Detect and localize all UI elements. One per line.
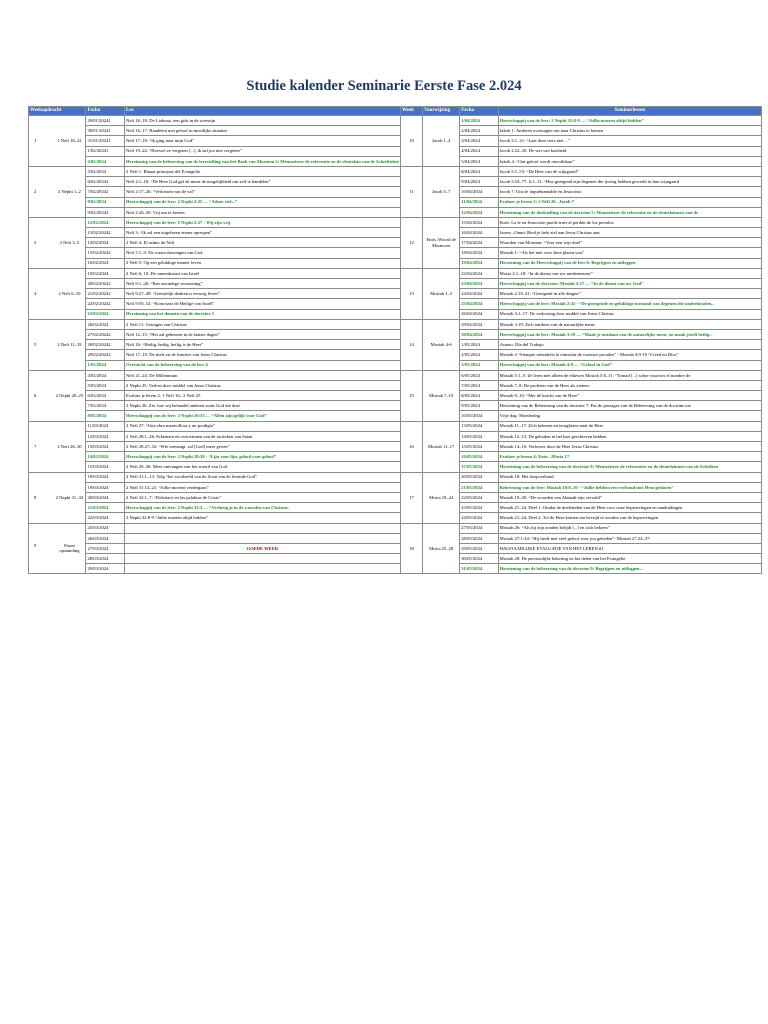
lesson-cell: 2 Nephi 25: Verlost door middel van Jezus Christus bbox=[125, 380, 401, 390]
lesson-cell: Nefi 2:1–16: “De Heer God gaf de mens de mogelijkheid om zelf te handelen” bbox=[125, 177, 401, 187]
lesson-cell: Heerschappij van de leer: 2 Nephi 28:30 - “Lijn voor lijn, gebod voor gebod” bbox=[125, 452, 401, 462]
table-row bbox=[29, 116, 762, 126]
date-cell: 10/05/2024 bbox=[460, 411, 498, 421]
date-cell: 14/02/2024 bbox=[86, 238, 125, 248]
seminar-lesson-cell: Vrije dag: Moederdag bbox=[498, 411, 761, 421]
lesson-cell: 2 Nefi 28:27–32: “Wie ontvangt, zal [God] meer geven” bbox=[125, 442, 401, 452]
lesson-cell: 2 Nefi 29–30: Meer ontvangen van het woord van God bbox=[125, 462, 401, 472]
date-cell: 16/04/2024 bbox=[460, 228, 498, 238]
date-cell: 20/05/2024 bbox=[460, 472, 498, 482]
seminar-lesson-cell: Jacob 5:1–53: “De Heer van de wijngaard” bbox=[498, 166, 761, 176]
right-week-reference: Mosiah 1–3 bbox=[423, 268, 460, 319]
lesson-cell: Nefi 2:26–30: Vrij om te kiezen bbox=[125, 207, 401, 217]
date-cell: 1/02/20241 bbox=[86, 146, 125, 156]
right-week-number: 16 bbox=[400, 421, 422, 472]
seminar-lesson-cell: Evaluer je lerem 3: 2 Nefi 26 –Jacob 7 bbox=[498, 197, 761, 207]
date-cell: 29/03/2024 bbox=[86, 564, 125, 574]
date-cell: 4/04/2024 bbox=[460, 146, 498, 156]
seminar-lesson-cell: Mosiah 12–13: De geboden in het hart geschreven hebben bbox=[498, 431, 761, 441]
lesson-cell: Nefi 2:17–26: “Verlossen van de val” bbox=[125, 187, 401, 197]
date-cell: 23/04/2024 bbox=[460, 279, 498, 289]
week-number: 6 bbox=[34, 392, 37, 398]
lesson-cell: 2 Nefi 4: El salmo de Nefi bbox=[125, 238, 401, 248]
lesson-cell: Nefi 17–18: “Ik ging naar mijn God” bbox=[125, 136, 401, 146]
date-cell: 26/04/2024 bbox=[460, 309, 498, 319]
date-cell: 30/01/20241 bbox=[86, 126, 125, 136]
lesson-cell: Herziening van de beheersing van de leerstelling van het Boek van Mormon 2: Memoriseer de referentie en de sleutelzin van de Schrifttekst bbox=[125, 156, 401, 166]
date-cell: 12/04/2024 bbox=[460, 207, 498, 217]
date-cell: 17/05/2024 bbox=[460, 462, 498, 472]
right-week-reference: Mosiah 7–10 bbox=[423, 370, 460, 421]
date-cell: 21/03/2024 bbox=[86, 503, 125, 513]
header-cell: Fecha bbox=[86, 107, 125, 116]
date-cell: 6/05/2024 bbox=[460, 370, 498, 380]
seminar-lesson-cell: Beheersing van de leer: Mosiah 18:8–10 - “Jullie hebben een verbond met Hem gesloten” bbox=[498, 482, 761, 492]
date-cell: 11/03/2024 bbox=[86, 421, 125, 431]
lesson-cell: 2 Nefi 1: Blaaar principus del Evangelio bbox=[125, 166, 401, 176]
right-week-number: 15 bbox=[400, 370, 422, 421]
table-row bbox=[29, 248, 762, 258]
left-week-cell bbox=[29, 217, 86, 268]
date-cell: 5/02/2024 bbox=[86, 166, 125, 176]
date-cell: 25/03/2024 bbox=[86, 523, 125, 533]
lesson-cell: 2 Nephi 32:8-9 “Jullie moeten altijd bidden” bbox=[125, 513, 401, 523]
lesson-cell: 2 Nephi 26: Zie, hoe wij behandel anderen zoals God dat doet bbox=[125, 401, 401, 411]
seminar-lesson-cell: Heerschappij van de leer: 2 Nephi 32:8-9 — “Jullie moeten altijd bidden” bbox=[498, 116, 761, 126]
week-number: 2 bbox=[34, 189, 37, 195]
date-cell: 3/05/2024 bbox=[460, 360, 498, 370]
date-cell: 28/05/2024 bbox=[460, 533, 498, 543]
date-cell: 1/03/2024 bbox=[86, 360, 125, 370]
date-cell: 27/05/2024 bbox=[460, 523, 498, 533]
table-row bbox=[29, 370, 762, 380]
date-cell: 7/03/2024 bbox=[86, 401, 125, 411]
date-cell: 2/04/2024 bbox=[460, 126, 498, 136]
date-cell: 28/03/2024 bbox=[86, 554, 125, 564]
seminar-lesson-cell: Mosia 2:1–18: “In de dienst van uw medemensen” bbox=[498, 268, 761, 278]
lesson-cell: Nefi 21–24: De Millennium bbox=[125, 370, 401, 380]
date-cell: 6/03/2024 bbox=[86, 391, 125, 401]
seminar-lesson-cell: Asueto: Día del Trabajo bbox=[498, 340, 761, 350]
header-cell: Fecha bbox=[460, 107, 498, 116]
table-row bbox=[29, 136, 762, 146]
table-row bbox=[29, 503, 762, 513]
date-cell: 13/03/2024 bbox=[86, 442, 125, 452]
seminar-lesson-cell: Mosiah 27:1-24: “Hij heeft met veel geloof voor jou gebeden”- Mosiah 27:24–37: bbox=[498, 533, 761, 543]
lesson-cell: Nefi 16–18: De Liahona, een gids in de woestijn bbox=[125, 116, 401, 126]
date-cell: 20/03/2024 bbox=[86, 492, 125, 502]
table-row bbox=[29, 462, 762, 472]
seminar-lesson-cell: Mosiah 21–24, Deel 1: Omdat de doeleinden van de Heer voor onze beproevingen en aanduidingen bbox=[498, 503, 761, 513]
left-week-cell bbox=[29, 319, 86, 370]
table-header-row bbox=[29, 107, 762, 116]
date-cell: 27/03/2024 bbox=[86, 543, 125, 553]
seminar-lesson-cell: Herziening van de Heerschappij van de leer 6: Begrijpen en uitleggen bbox=[498, 258, 761, 268]
table-row bbox=[29, 513, 762, 523]
right-week-number: 14 bbox=[400, 319, 422, 370]
date-cell: 21/05/2024 bbox=[460, 482, 498, 492]
date-cell: 24/04/2024 bbox=[460, 289, 498, 299]
table-row bbox=[29, 492, 762, 502]
table-row bbox=[29, 319, 762, 329]
seminar-lesson-cell: Mosiah 9–10: “Met de kracht van de Heer” bbox=[498, 391, 761, 401]
date-cell: 15/04/2024 bbox=[460, 217, 498, 227]
seminar-lesson-cell: Mosiah 26: “Als hij zijn zonden belijdt [...] en zich bekeert” bbox=[498, 523, 761, 533]
seminar-lesson-cell: Heerschappij van de leer: Mosiah 2:41 - “De gezegende en gelukkige toestand van degenen die onderhouden... bbox=[498, 299, 761, 309]
seminar-lesson-cell: Mosiah 14–16: Verlosser door de Heer Jezus Christus bbox=[498, 442, 761, 452]
seminar-lesson-cell: Jarom –Omni: Bied je hele ziel aan Jezus Christus aan bbox=[498, 228, 761, 238]
week-number: 8 bbox=[34, 494, 37, 500]
date-cell: 21/02/20242 bbox=[86, 289, 125, 299]
left-week-cell bbox=[29, 370, 86, 421]
header-cell: Les bbox=[125, 107, 401, 116]
seminar-lesson-cell: HALFJAARLIJKE EVALUATIE VAN HET LEREN #1 bbox=[498, 543, 761, 553]
lesson-cell bbox=[125, 554, 401, 564]
table-row bbox=[29, 228, 762, 238]
seminar-lesson-cell: Herziening van de doelstelling van de doctrine 5: Memoriseer de referentie en de sleutelzinnen van de bbox=[498, 207, 761, 217]
date-cell: 20/02/20242 bbox=[86, 279, 125, 289]
date-cell: 12/02/2024 bbox=[86, 217, 125, 227]
lesson-cell: 2 Nefi 6; 10: De samenkomst van Israël bbox=[125, 268, 401, 278]
date-cell: 3/04/2024 bbox=[460, 136, 498, 146]
table-row bbox=[29, 431, 762, 441]
date-cell: 26/02/2024 bbox=[86, 319, 125, 329]
date-cell: 30/04/2024 bbox=[460, 329, 498, 339]
seminar-lesson-cell: Mosiah 3:19: Zich ontdoen van de natuurlijke mens bbox=[498, 319, 761, 329]
seminar-lesson-cell: Mosiah 3:1–17: De verlossing door middel van Jezus Christus bbox=[498, 309, 761, 319]
seminar-lesson-cell: Heerschappij van de doctrine: Mosiah 2:17 — “In de dienst van uw God” bbox=[498, 279, 761, 289]
date-cell: 8/03/2024 bbox=[86, 411, 125, 421]
date-cell: 19/03/2024 bbox=[86, 482, 125, 492]
date-cell: 29/05/2024 bbox=[460, 543, 498, 553]
date-cell: 28/02/20242 bbox=[86, 340, 125, 350]
lesson-cell: Nefi 12–15: “Het zal gebeuren in de laatste dagen” bbox=[125, 329, 401, 339]
seminar-lesson-cell: Mosiah 11–17: Zich bekeren en terugkeren naar de Heer bbox=[498, 421, 761, 431]
date-cell: 22/02/20242 bbox=[86, 299, 125, 309]
date-cell: 9/04/2024 bbox=[460, 177, 498, 187]
table-row bbox=[29, 197, 762, 207]
table-row bbox=[29, 543, 762, 553]
lesson-cell: 2 Nefi 31:1–13: Volg “het voorbeeld van de Zoon van de levende God” bbox=[125, 472, 401, 482]
seminar-lesson-cell: Mosiah 5:1–5: Ze leren niet alleen de elitewet Mosiah 5:6–11: “Tomad [...] sobre vosotros el nombre de bbox=[498, 370, 761, 380]
week-number: 5 bbox=[34, 341, 37, 347]
date-cell: 19/04/2024 bbox=[460, 258, 498, 268]
header-cell: Week bbox=[400, 107, 422, 116]
date-cell: 22/04/2024 bbox=[460, 268, 498, 278]
week-reference: Pasen opstanding bbox=[59, 542, 80, 554]
right-week-number: 12 bbox=[400, 217, 422, 268]
table-row bbox=[29, 126, 762, 136]
lesson-cell bbox=[125, 564, 401, 574]
left-week-cell bbox=[29, 421, 86, 472]
date-cell: 23/05/2024 bbox=[460, 503, 498, 513]
table-row bbox=[29, 177, 762, 187]
seminar-lesson-cell: Jacob 2:22–35: De wet van kuisheid bbox=[498, 146, 761, 156]
date-cell: 7/02/20242 bbox=[86, 187, 125, 197]
date-cell: 13/05/2024 bbox=[460, 421, 498, 431]
table-row bbox=[29, 533, 762, 543]
left-week-cell bbox=[29, 268, 86, 319]
date-cell: 16/02/2024 bbox=[86, 258, 125, 268]
date-cell: 22/03/2024 bbox=[86, 513, 125, 523]
date-cell: 18/04/2024 bbox=[460, 248, 498, 258]
seminar-lesson-cell: Mosiah 1: “Als het niet voor deze platen was” bbox=[498, 248, 761, 258]
table-row bbox=[29, 564, 762, 574]
date-cell: 15/05/2024 bbox=[460, 442, 498, 452]
study-calendar-table bbox=[28, 106, 762, 574]
lesson-cell: 2 Nefi 27: “Una obra maravillosa y un prodigio” bbox=[125, 421, 401, 431]
lesson-cell: Nefi 3: “Ik zal een uitgelezen ziener oprespen” bbox=[125, 228, 401, 238]
lesson-cell: Nefi 16–17: Handelen met geloof in moeilijke situaties bbox=[125, 126, 401, 136]
seminar-lesson-cell: Jakob 4: “Ons geloof wordt onwrikbaar” bbox=[498, 156, 761, 166]
table-row bbox=[29, 268, 762, 278]
date-cell: 13/02/20242 bbox=[86, 228, 125, 238]
date-cell: 6/02/20242 bbox=[86, 177, 125, 187]
table-row bbox=[29, 146, 762, 156]
right-week-reference: Enós–Woord de Mormoon bbox=[423, 217, 460, 268]
date-cell: 15/03/2024 bbox=[86, 462, 125, 472]
seminar-lesson-cell: Heerschappij van de leer: Mosiah 3:19 — “Maak je ontdaan van de natuurlijke mens, en maak jezelf heilig... bbox=[498, 329, 761, 339]
seminar-lesson-cell: Mosiah 18: Het doopverbond bbox=[498, 472, 761, 482]
date-cell: 2/05/2024 bbox=[460, 350, 498, 360]
lesson-cell bbox=[125, 533, 401, 543]
date-cell: 5/03/2024 bbox=[86, 380, 125, 390]
seminar-lesson-cell: Herziening van de beheersing van de doctrine 8: Memoriseer de referenties en de sleutelzinnen van de Schriften bbox=[498, 462, 761, 472]
week-number: 4 bbox=[34, 291, 37, 297]
week-reference: 2 Nephi 20–25 bbox=[55, 392, 84, 398]
lesson-cell: 2 Nefi 32:1–7: “Deleitaos en las palabras de Cristo” bbox=[125, 492, 401, 502]
seminar-lesson-cell: Jacob 5:54–77; 6:1–13: “Hoe gezegend zijn degenen die ijverig hebben gewerkt in hun wijngaard bbox=[498, 177, 761, 187]
right-week-reference: Jacob 1–4 bbox=[423, 116, 460, 167]
date-cell: 26/03/2024 bbox=[86, 533, 125, 543]
right-week-number: 17 bbox=[400, 472, 422, 523]
lesson-cell: Nefi 9:27–49: “Geestelijk denken is eeuwig leven” bbox=[125, 289, 401, 299]
table-row bbox=[29, 421, 762, 431]
week-number: 1 bbox=[34, 138, 37, 144]
week-number: 9 bbox=[34, 542, 37, 548]
lesson-cell bbox=[125, 523, 401, 533]
lesson-cell: Overzicht van de beheersing van de leer 4 bbox=[125, 360, 401, 370]
date-cell: 29/01/20241 bbox=[86, 116, 125, 126]
page-title: Studie kalender Seminarie Eerste Fase 2.024 bbox=[246, 78, 522, 94]
table-row bbox=[29, 156, 762, 166]
date-cell: 8/02/2024 bbox=[86, 197, 125, 207]
table-row bbox=[29, 452, 762, 462]
lesson-cell: 2 Nefi 11: Getuigen van Christus bbox=[125, 319, 401, 329]
seminar-lesson-cell: Herziening van de Beheersing van de doctrine 7: Pas de passages van de Beheersing van de doctrine toe bbox=[498, 401, 761, 411]
seminar-lesson-cell: Mosiah 4 “Siempre retendréis la remisión de vuestros pecados” - Mosíah 4:9-10 “Creed en Dios” bbox=[498, 350, 761, 360]
seminar-lesson-cell: Evaluer je lerem 4: Enós –Mosia 17 bbox=[498, 452, 761, 462]
right-week-number: 10 bbox=[400, 116, 422, 167]
lesson-cell: Heerschappij van de leer: 2 Nephi 26:33 — “Allen zijn gelijk voor God” bbox=[125, 411, 401, 421]
table-row bbox=[29, 258, 762, 268]
lesson-cell: 2 Nefi 28:1–26: Erkennen en overwinnen van de tactieken van Satan bbox=[125, 431, 401, 441]
date-cell: 19/02/2024 bbox=[86, 268, 125, 278]
date-cell: 9/02/20242 bbox=[86, 207, 125, 217]
lesson-cell: Nefi 5:1–9: De waarschuwingen van God bbox=[125, 248, 401, 258]
header-cell: Seminarlessen bbox=[498, 107, 761, 116]
lesson-cell: 2 Nefi 5: Op een gelukkige manier leven bbox=[125, 258, 401, 268]
date-cell: 17/04/2024 bbox=[460, 238, 498, 248]
seminar-lesson-cell: Woorden van Mormon: “Voor een wijs doel” bbox=[498, 238, 761, 248]
date-cell: 15/02/20242 bbox=[86, 248, 125, 258]
right-week-reference: Mosiah 4-6 bbox=[423, 319, 460, 370]
right-week-number: 13 bbox=[400, 268, 422, 319]
table-row bbox=[29, 360, 762, 370]
table-row bbox=[29, 329, 762, 339]
date-cell: 29/04/2024 bbox=[460, 319, 498, 329]
date-cell: 14/03/2024 bbox=[86, 452, 125, 462]
lesson-cell: Heerschappij van de leer: 2 Nephi 32:3 — “Verheug je in de woorden van Christus. bbox=[125, 503, 401, 513]
seminar-lesson-cell: Mosiah 28: De persoonlijke bekering en het delen van het Evangelie bbox=[498, 554, 761, 564]
right-week-reference: Mosia 25–28 bbox=[423, 523, 460, 574]
date-cell: 16/05/2024 bbox=[460, 452, 498, 462]
table-row bbox=[29, 350, 762, 360]
table-row bbox=[29, 380, 762, 390]
seminar-lesson-cell: Mosiah 21–24, Deel 2: Tot de Heer komen om bevrijd te worden van de beproevingen bbox=[498, 513, 761, 523]
date-cell: 30/05/2024 bbox=[460, 554, 498, 564]
lesson-cell: Heerschappij van de leer: 2 Nephi 2:25 — “Adam viel...” bbox=[125, 197, 401, 207]
table-row bbox=[29, 289, 762, 299]
week-reference: 2 Nefi 6–10 bbox=[58, 291, 81, 297]
week-reference: 2 Nefi 3–5 bbox=[59, 240, 80, 246]
date-cell: 4/03/2024 bbox=[86, 370, 125, 380]
date-cell: 8/05/2024 bbox=[460, 391, 498, 401]
table-row bbox=[29, 411, 762, 421]
week-number: 3 bbox=[34, 240, 37, 246]
date-cell: 22/05/2024 bbox=[460, 492, 498, 502]
date-cell: 1/04/2024 bbox=[460, 116, 498, 126]
date-cell: 1/05/2024 bbox=[460, 340, 498, 350]
date-cell: 7/05/2024 bbox=[460, 380, 498, 390]
lesson-cell: Nefi 9:1–26: “Een oneindige verzoening” bbox=[125, 279, 401, 289]
table-row bbox=[29, 391, 762, 401]
seminar-lesson-cell: Heerschappij van de leer: Mosiah 4:9 — “Geloof in God” bbox=[498, 360, 761, 370]
table-row bbox=[29, 340, 762, 350]
lesson-cell: Nefi 9:50–52: “Kom naar de Heilige van Israël” bbox=[125, 299, 401, 309]
date-cell: 24/05/2024 bbox=[460, 513, 498, 523]
table-row bbox=[29, 299, 762, 309]
week-reference: 2 Nephi 1–2 bbox=[58, 189, 81, 195]
seminar-lesson-cell: Enós: La fe en Jesucristo puede traer el perdón de los pecados bbox=[498, 217, 761, 227]
week-reference: 2 Nefi 26–30 bbox=[57, 443, 82, 449]
left-week-cell bbox=[29, 116, 86, 167]
right-week-reference: Mosiah 11–17 bbox=[423, 421, 460, 472]
table-row bbox=[29, 207, 762, 217]
lesson-cell: Evaluer je lerem 2: 1 Nefi 16– 2 Nefi 25 bbox=[125, 391, 401, 401]
lesson-cell: Heerschappij van de leer: 2 Nephi 2:27 - Wij zijn vrij. bbox=[125, 217, 401, 227]
date-cell: 12/03/2024 bbox=[86, 431, 125, 441]
header-cell: Voorwijzing bbox=[423, 107, 460, 116]
lesson-cell: Herziening van het domein van de doctrine 3 bbox=[125, 309, 401, 319]
right-week-reference: Jacob 5–7 bbox=[423, 166, 460, 217]
date-cell: 31/05/2024 bbox=[460, 564, 498, 574]
table-row bbox=[29, 523, 762, 533]
table-row bbox=[29, 482, 762, 492]
date-cell: 14/05/2024 bbox=[460, 431, 498, 441]
seminar-lesson-cell: Mosiah 2:19–41: “Gezegend in alle dingen” bbox=[498, 289, 761, 299]
table-row bbox=[29, 472, 762, 482]
table-row bbox=[29, 166, 762, 176]
table-row bbox=[29, 442, 762, 452]
seminar-lesson-cell: Jakob 1: Anderen overtuigen om naar Christus te komen bbox=[498, 126, 761, 136]
right-week-reference: Mosia 18–24 bbox=[423, 472, 460, 523]
table-row bbox=[29, 187, 762, 197]
date-cell: 8/04/2024 bbox=[460, 166, 498, 176]
table-row bbox=[29, 238, 762, 248]
date-cell: 27/02/20242 bbox=[86, 329, 125, 339]
left-week-cell bbox=[29, 472, 86, 523]
seminar-lesson-cell: Mosiah 7–8: De profeten van de Heer als zieners bbox=[498, 380, 761, 390]
seminar-lesson-cell: Herziening van de beheersing van de doctrine 9: Begrijpen en uitleggen... bbox=[498, 564, 761, 574]
date-cell: 23/02/2024 bbox=[86, 309, 125, 319]
seminar-lesson-cell: Mosiah 19–20: “De woorden van Abinadi zijn vervuld” bbox=[498, 492, 761, 502]
date-cell: 29/02/20242 bbox=[86, 350, 125, 360]
date-cell: 11/04/2024 bbox=[460, 197, 498, 207]
week-reference: 2 Nefi 11–19 bbox=[57, 341, 82, 347]
table-row bbox=[29, 279, 762, 289]
date-cell: 18/03/2024 bbox=[86, 472, 125, 482]
lesson-cell: 2 Nefi 31:14–21: “Jullie moeten verdergaan” bbox=[125, 482, 401, 492]
table-row bbox=[29, 401, 762, 411]
seminar-lesson-cell: Jacob 7: Una fe inquebrantable en Jesucristo bbox=[498, 187, 761, 197]
calendar-table-area bbox=[28, 106, 762, 574]
date-cell: 9/05/2024 bbox=[460, 401, 498, 411]
date-cell: 10/04/2024 bbox=[460, 187, 498, 197]
week-reference: 1 Nefi 16–22 bbox=[57, 138, 82, 144]
date-cell: 2/02/2024 bbox=[86, 156, 125, 166]
table-row bbox=[29, 554, 762, 564]
lesson-cell: Nefi 16: “Heilig, heilig, heilig is de Heer” bbox=[125, 340, 401, 350]
lesson-cell: Nefi 19–22: “Hoewel ze vergeten [...], ik zal jou niet vergeten” bbox=[125, 146, 401, 156]
table-row bbox=[29, 217, 762, 227]
left-week-cell bbox=[29, 523, 86, 574]
left-week-cell bbox=[29, 166, 86, 217]
date-cell: 25/04/2024 bbox=[460, 299, 498, 309]
date-cell: 5/04/2024 bbox=[460, 156, 498, 166]
seminar-lesson-cell: Jacob 2:1–21: “Laat deze trots niet ...” bbox=[498, 136, 761, 146]
table-row bbox=[29, 309, 762, 319]
week-reference: 2 Naphi 31–33 bbox=[55, 494, 84, 500]
week-number: 7 bbox=[34, 443, 37, 449]
date-cell: 31/01/20241 bbox=[86, 136, 125, 146]
lesson-cell: GOEDE WEEK bbox=[125, 543, 401, 553]
header-cell: Weekopdracht bbox=[29, 107, 86, 116]
right-week-number: 18 bbox=[400, 523, 422, 574]
right-week-number: 11 bbox=[400, 166, 422, 217]
lesson-cell: Nefi 17–19: De titels en de functies van Jezus Christus bbox=[125, 350, 401, 360]
